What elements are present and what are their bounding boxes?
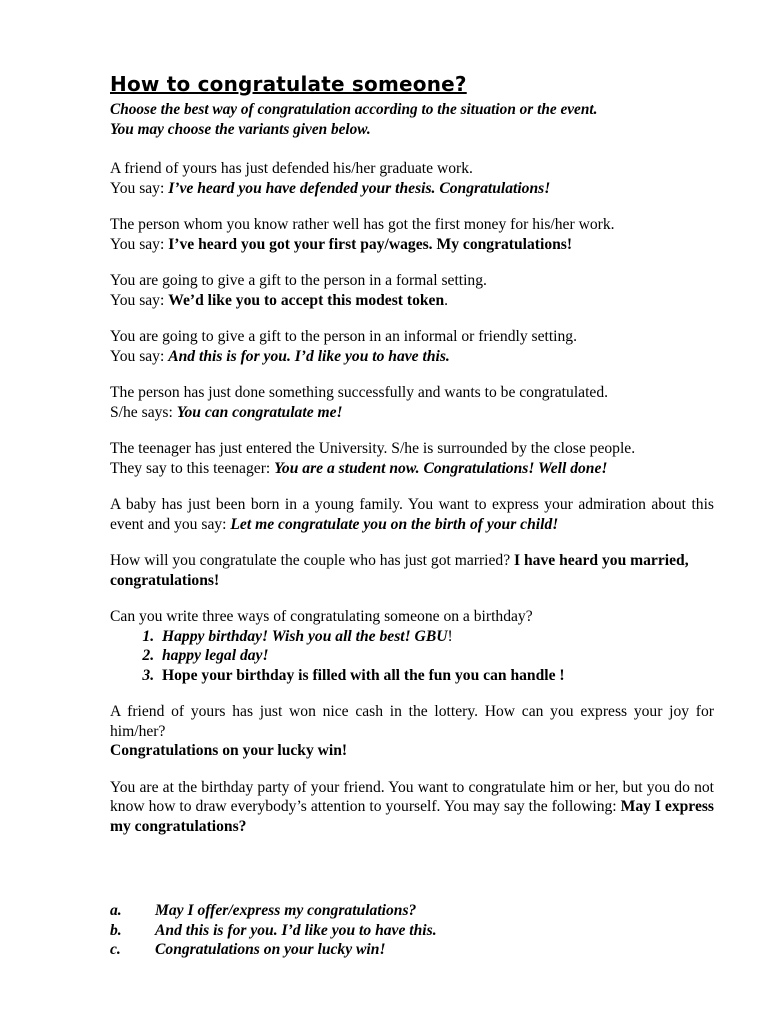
list-item [158, 627, 714, 647]
situation-text: You are at the birthday party of your friend. You want to congratulate him or her, but you do not know how to draw everybody’s attention to yourself. You may say the following: [110, 778, 714, 815]
situation-text: How will you congratulate the couple who has just got married? [110, 552, 515, 569]
list-item [110, 940, 714, 960]
response-line [110, 403, 714, 423]
document-page [110, 72, 714, 960]
answer-text: happy legal day! [162, 647, 269, 664]
response-answer: May I express my congratulations? [110, 798, 715, 835]
intro-instructions [110, 100, 714, 140]
variant-marker: b. [110, 921, 122, 939]
situation-baby [110, 495, 714, 534]
response-prefix: You say: [110, 179, 169, 197]
response-answer: And this is for you. I’d like you to have this. [168, 347, 450, 365]
response-line [110, 291, 714, 311]
response-prefix: S/he says: [110, 403, 177, 421]
situation-party [110, 778, 714, 837]
page-title: How to congratulate someone? [110, 72, 467, 96]
situation-lottery [110, 702, 714, 761]
situation-text: You are going to give a gift to the person in a formal setting. [110, 272, 487, 289]
variant-marker: c. [110, 941, 121, 958]
answer-text: Happy birthday! Wish you all the best! GBU [162, 627, 448, 645]
situation-first-pay [110, 215, 714, 254]
response-line [110, 179, 714, 199]
list-item [110, 921, 714, 941]
response-answer: You are a student now. Congratulations! Well done! [274, 459, 608, 477]
response-prefix: You say: [110, 291, 169, 309]
response-line [110, 347, 714, 367]
response-line [110, 235, 714, 255]
birthday-question: Can you write three ways of congratulating someone on a birthday? [110, 608, 533, 625]
birthday-answers-list [110, 627, 714, 686]
intro-line-2: You may choose the variants given below. [110, 121, 371, 138]
variant-text: And this is for you. I’d like you to have this. [155, 921, 437, 939]
situation-text: You are going to give a gift to the person in an informal or friendly setting. [110, 328, 578, 345]
variant-text: Congratulations on your lucky win! [155, 941, 386, 958]
variants-list [110, 901, 714, 960]
list-item [158, 666, 714, 686]
response-answer: I’ve heard you got your first pay/wages. My congratulations! [168, 235, 573, 253]
response-line [110, 459, 714, 479]
list-item [110, 901, 714, 921]
response-answer: You can congratulate me! [176, 403, 343, 421]
situation-text: A friend of yours has just defended his/her graduate work. [110, 160, 473, 177]
response-answer: Congratulations on your lucky win! [110, 742, 348, 759]
answer-text: Hope your birthday is filled with all the fun you can handle ! [162, 666, 565, 684]
situation-university [110, 439, 714, 478]
intro-line-1: Choose the best way of congratulation according to the situation or the event. [110, 101, 598, 118]
response-answer: I have heard you married, congratulations! [110, 552, 689, 589]
response-answer: Let me congratulate you on the birth of your child! [230, 515, 559, 533]
response-answer: We’d like you to accept this modest token [168, 291, 445, 309]
situation-text: A friend of yours has just won nice cash in the lottery. How can you express your joy for him/her? [110, 703, 714, 740]
situation-success [110, 383, 714, 422]
situation-text: The person has just done something successfully and wants to be congratulated. [110, 384, 609, 401]
answer-tail: ! [447, 627, 453, 645]
situation-formal-gift [110, 271, 714, 310]
response-prefix: You say: [110, 347, 169, 365]
response-answer: I’ve heard you have defended your thesis. Congratulations! [168, 179, 551, 197]
situation-thesis [110, 159, 714, 198]
situation-text: A baby has just been born in a young family. You want to express your admiration about this event and you say: [110, 496, 714, 533]
variant-text: May I offer/express my congratulations? [155, 902, 417, 919]
list-item [158, 646, 714, 666]
response-suffix: . [444, 291, 449, 309]
situation-text: The person whom you know rather well has got the first money for his/her work. [110, 216, 615, 233]
response-prefix: They say to this teenager: [110, 459, 275, 477]
situation-married [110, 551, 714, 590]
response-prefix: You say: [110, 235, 169, 253]
situation-informal-gift [110, 327, 714, 366]
variant-marker: a. [110, 902, 122, 919]
situation-text: The teenager has just entered the University. S/he is surrounded by the close people. [110, 440, 636, 457]
